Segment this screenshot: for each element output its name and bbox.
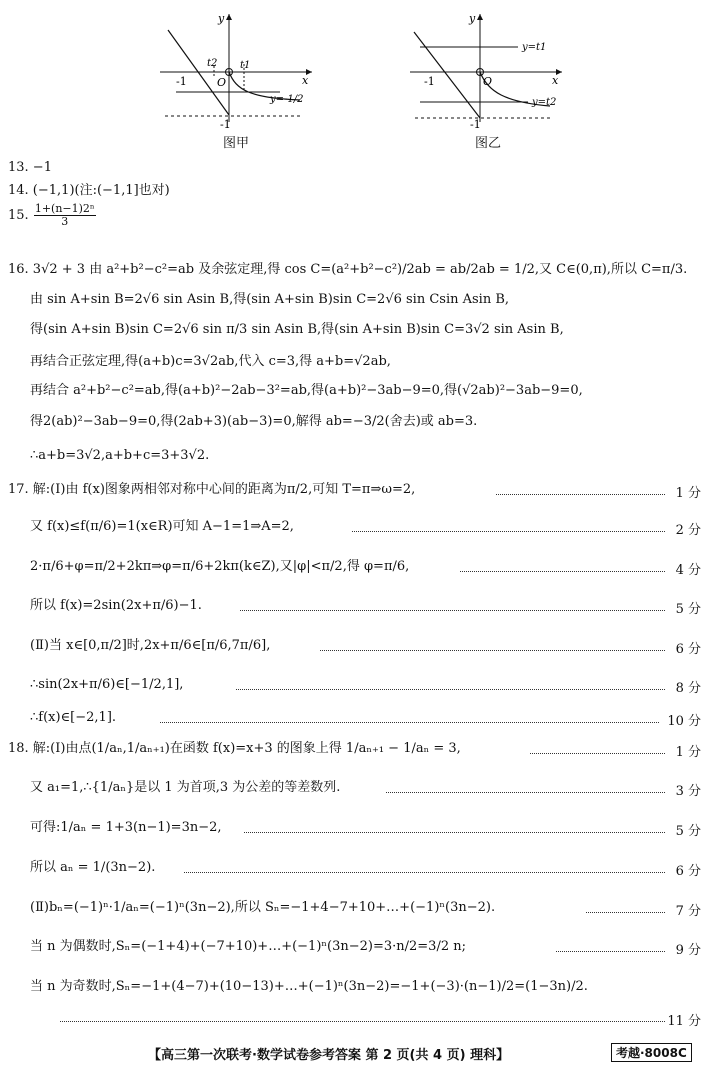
answer-14: 14. (−1,1)(注:(−1,1]也对) [8,183,170,198]
q16-line-3: 得(sin A+sin B)sin C=2√6 sin π/3 sin Asin B,得(sin A+sin B)sin C=3√2 sin Asin B, [30,322,564,337]
q17-score-7: 10 分 [667,714,701,729]
fig-left-curve-label: y=-1/2 [270,94,304,105]
q17-dots-1 [496,494,665,495]
fig-right-yt1: y=t1 [522,42,547,53]
q17-line-4: 所以 f(x)=2sin(2x+π/6)−1. [30,598,202,613]
fig-right-x: x [552,74,559,87]
q18-dots-3 [244,832,665,833]
q16-line-7: ∴a+b=3√2,a+b+c=3+3√2. [30,448,210,463]
q17-line-5: (Ⅱ)当 x∈[0,π/2]时,2x+π/6∈[π/6,7π/6], [30,638,271,653]
fig-left-x: x [302,74,309,87]
q17-line-7: ∴f(x)∈[−2,1]. [30,710,117,725]
q18-score-4: 6 分 [675,864,701,879]
q17-score-2: 2 分 [675,523,701,538]
fig-left-caption: 图甲 [223,136,250,151]
answer-15-prefix: 15. [8,208,29,223]
q18-line-4: 所以 aₙ = 1/(3n−2). [30,860,156,875]
q18-dots-1 [530,753,665,754]
q17-line-2: 又 f(x)≤f(π/6)=1(x∈R)可知 A−1=1⇒A=2, [30,519,294,534]
q17-score-6: 8 分 [675,681,701,696]
fig-right-yt2: y=t2 [532,97,557,108]
fig-left-neg1x: -1 [176,75,187,88]
q18-dots-4 [184,872,665,873]
answer-15-den: 3 [61,215,69,228]
answer-13: 13. −1 [8,160,52,175]
footer-code: 考越·8008C [611,1043,692,1062]
fig-right-neg1x: -1 [424,75,435,88]
q18-score-7: 11 分 [667,1014,701,1029]
figure-right [400,10,570,130]
q17-score-1: 1 分 [675,486,701,501]
fig-right-caption: 图乙 [475,136,502,151]
fig-left-t1: t1 [240,60,251,71]
fig-right-neg1y: -1 [470,118,481,130]
q18-dots-2 [386,792,665,793]
q17-line-3: 2·π/6+φ=π/2+2kπ⇒φ=π/6+2kπ(k∈Z),又|φ|<π/2,得 φ=π/6, [30,559,410,574]
q18-line-7: 当 n 为奇数时,Sₙ=−1+(4−7)+(10−13)+…+(−1)ⁿ(3n−2)=−1+(−3)·(n−1)/2=(1−3n)/2. [30,979,588,994]
q18-line-6: 当 n 为偶数时,Sₙ=(−1+4)+(−7+10)+…+(−1)ⁿ(3n−2)=3·n/2=3/2 n; [30,939,466,954]
fig-left-o: O [217,76,227,89]
q17-dots-7 [160,722,659,723]
fig-left-t2: t2 [207,58,218,69]
q17-line-1: 17. 解:(Ⅰ)由 f(x)图象两相邻对称中心间的距离为π/2,可知 T=π⇒ω=2, [8,482,416,497]
fig-right-y: y [469,12,476,25]
q17-dots-6 [236,689,665,690]
q17-score-3: 4 分 [675,563,701,578]
q16-line-2: 由 sin A+sin B=2√6 sin Asin B,得(sin A+sin B)sin C=2√6 sin Csin Asin B, [30,292,510,307]
q18-line-5: (Ⅱ)bₙ=(−1)ⁿ·1/aₙ=(−1)ⁿ(3n−2),所以 Sₙ=−1+4−7+10+…+(−1)ⁿ(3n−2). [30,900,496,915]
figure-left [150,10,320,130]
q16-line-4: 再结合正弦定理,得(a+b)c=3√2ab,代入 c=3,得 a+b=√2ab, [30,354,391,369]
fig-left-neg1y: -1 [220,118,231,130]
q17-dots-3 [460,571,665,572]
q16-line-6: 得2(ab)²−3ab−9=0,得(2ab+3)(ab−3)=0,解得 ab=−3/2(舍去)或 ab=3. [30,414,478,429]
q18-score-3: 5 分 [675,824,701,839]
q17-score-5: 6 分 [675,642,701,657]
fig-right-o: O [483,75,493,88]
q18-line-1: 18. 解:(Ⅰ)由点(1/aₙ,1/aₙ₊₁)在函数 f(x)=x+3 的图象上得 1/aₙ₊₁ − 1/aₙ = 3, [8,741,461,756]
q17-dots-2 [352,531,665,532]
q18-score-6: 9 分 [675,943,701,958]
q17-dots-4 [240,610,665,611]
answer-15-num: 1+(n−1)2ⁿ [34,202,95,215]
q18-dots-5 [586,912,665,913]
q17-dots-5 [320,650,665,651]
q18-score-5: 7 分 [675,904,701,919]
q18-score-2: 3 分 [675,784,701,799]
q16-line-5: 再结合 a²+b²−c²=ab,得(a+b)²−2ab−3²=ab,得(a+b)²−3ab−9=0,得(√2ab)²−3ab−9=0, [30,383,583,398]
q18-dots-6 [556,951,665,952]
q18-score-1: 1 分 [675,745,701,760]
q18-line-3: 可得:1/aₙ = 1+3(n−1)=3n−2, [30,820,222,835]
answer-15 [8,203,97,228]
q16-line-1: 16. 3√2 + 3 由 a²+b²−c²=ab 及余弦定理,得 cos C=(a²+b²−c²)/2ab = ab/2ab = 1/2,又 C∈(0,π),所以 C=π/3. [8,262,688,277]
q18-line-2: 又 a₁=1,∴{1/aₙ}是以 1 为首项,3 为公差的等差数列. [30,780,341,795]
fig-left-y: y [218,12,225,25]
q17-line-6: ∴sin(2x+π/6)∈[−1/2,1], [30,677,184,692]
q17-score-4: 5 分 [675,602,701,617]
page-footer: 【高三第一次联考·数学试卷参考答案 第 2 页(共 4 页) 理科】 [148,1048,510,1063]
answer-15-frac [34,203,96,228]
q18-dots-7 [60,1021,665,1022]
